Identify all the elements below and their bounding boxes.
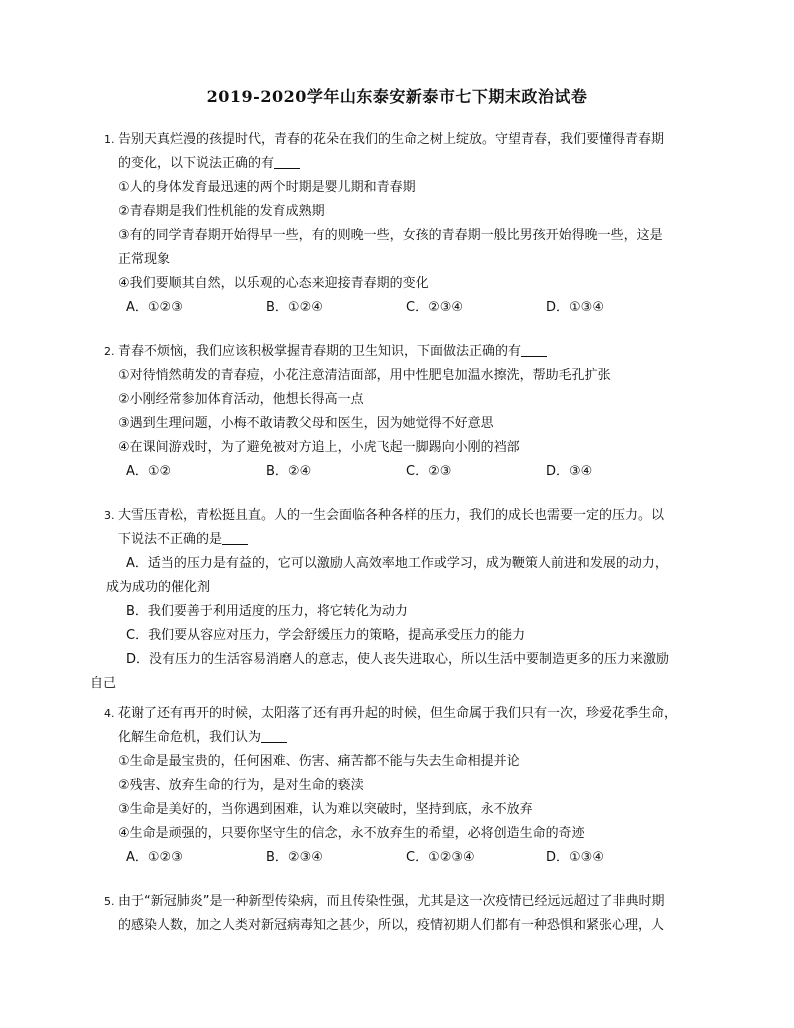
statement-item: ①生命是最宝贵的，任何困难、伤害、痛苦都不能与失去生命相提并论	[118, 754, 520, 769]
answer-blank	[274, 154, 300, 169]
option-d: D．①③④	[546, 850, 604, 865]
question-stem: 5. 由于“新冠肺炎”是一种新型传染病，而且传染性强，尤其是这一次疫情已经远远超过了非典时期 的感染人数，加之人类对新冠病毒知之甚少，所以，疫情初期人们都有一种恐惧和紧张心理，人	[106, 890, 726, 938]
option-a: A．①②③	[126, 850, 183, 865]
statement-item: ③生命是美好的，当你遇到困难，认为难以突破时，坚持到底，永不放弃	[118, 802, 533, 817]
question-number: 2.	[104, 345, 115, 358]
question-stem: 4. 花谢了还有再开的时候，太阳落了还有再升起的时候，但生命属于我们只有一次，珍爱花季生命， 化解生命危机，我们认为	[106, 702, 726, 750]
statement-item: ③有的同学青春期开始得早一些，有的则晚一些，女孩的青春期一般比男孩开始得晚一些，这是	[118, 228, 663, 243]
statement-item: ④生命是顽强的，只要你坚守生的信念，永不放弃生的希望，必将创造生命的奇迹	[118, 826, 585, 841]
option-b: B．②③④	[266, 850, 323, 865]
option-c: C．我们要从容应对压力，学会舒缓压力的策略，提高承受压力的能力	[126, 628, 526, 643]
question-3	[90, 504, 726, 696]
statement-item: 正常现象	[118, 252, 171, 267]
option-b: B．我们要善于利用适度的压力，将它转化为动力	[126, 604, 408, 619]
answer-blank	[261, 728, 287, 743]
option-d: D．没有压力的生活容易消磨人的意志，使人丧失进取心，所以生活中要制造更多的压力来激励	[126, 652, 670, 667]
question-stem: 3. 大雪压青松，青松挺且直。人的一生会面临各种各样的压力，我们的成长也需要一定的压力。以 下说法不正确的是	[106, 504, 726, 552]
question-number: 3.	[104, 509, 115, 522]
question-number: 4.	[104, 707, 115, 720]
option-c: C．②③④	[406, 300, 464, 315]
answer-blank	[521, 342, 547, 357]
statement-item: ②残害、放弃生命的行为，是对生命的亵渎	[118, 778, 364, 793]
options-row	[106, 296, 726, 320]
options-row	[106, 460, 726, 484]
statement-item: ①人的身体发育最迅速的两个时期是婴儿期和青春期	[118, 180, 416, 195]
question-1	[106, 128, 726, 320]
question-4	[106, 702, 726, 870]
statement-item: ③遇到生理问题，小梅不敢请教父母和医生，因为她觉得不好意思	[118, 416, 494, 431]
question-number: 5.	[104, 895, 115, 908]
statement-item: ②小刚经常参加体育活动，他想长得高一点	[118, 392, 364, 407]
question-stem: 2. 青春不烦恼，我们应该积极掌握青春期的卫生知识，下面做法正确的有	[106, 340, 726, 364]
question-number: 1.	[104, 133, 115, 146]
option-a: A．适当的压力是有益的，它可以激励人高效率地工作或学习，成为鞭策人前进和发展的动力，	[126, 556, 668, 571]
option-c: C．①②③④	[406, 850, 475, 865]
option-c: C．②③	[406, 464, 452, 479]
option-a: A．①②③	[126, 300, 183, 315]
question-2	[106, 340, 726, 484]
statement-item: ②青春期是我们性机能的发育成熟期	[118, 204, 325, 219]
options-row	[106, 846, 726, 870]
statement-item: ④在课间游戏时，为了避免被对方追上，小虎飞起一脚踢向小刚的裆部	[118, 440, 520, 455]
option-a-continued: 成为成功的催化剂	[106, 580, 211, 595]
option-b: B．①②④	[266, 300, 323, 315]
option-d: D．③④	[546, 464, 593, 479]
question-stem: 1. 告别天真烂漫的孩提时代，青春的花朵在我们的生命之树上绽放。守望青春，我们要懂得青春期 的变化，以下说法正确的有	[106, 128, 726, 176]
question-5	[106, 890, 726, 938]
page-title: 2019-2020学年山东泰安新泰市七下期末政治试卷	[206, 87, 588, 106]
option-d: D．①③④	[546, 300, 604, 315]
option-d-continued: 自己	[90, 676, 117, 691]
statement-item: ④我们要顺其自然，以乐观的心态来迎接青春期的变化	[118, 276, 429, 291]
answer-blank	[222, 530, 248, 545]
statement-item: ①对待悄然萌发的青春痘，小花注意清洁面部，用中性肥皂加温水擦洗，帮助毛孔扩张	[118, 368, 611, 383]
option-a: A．①②	[126, 464, 172, 479]
option-b: B．②④	[266, 464, 312, 479]
